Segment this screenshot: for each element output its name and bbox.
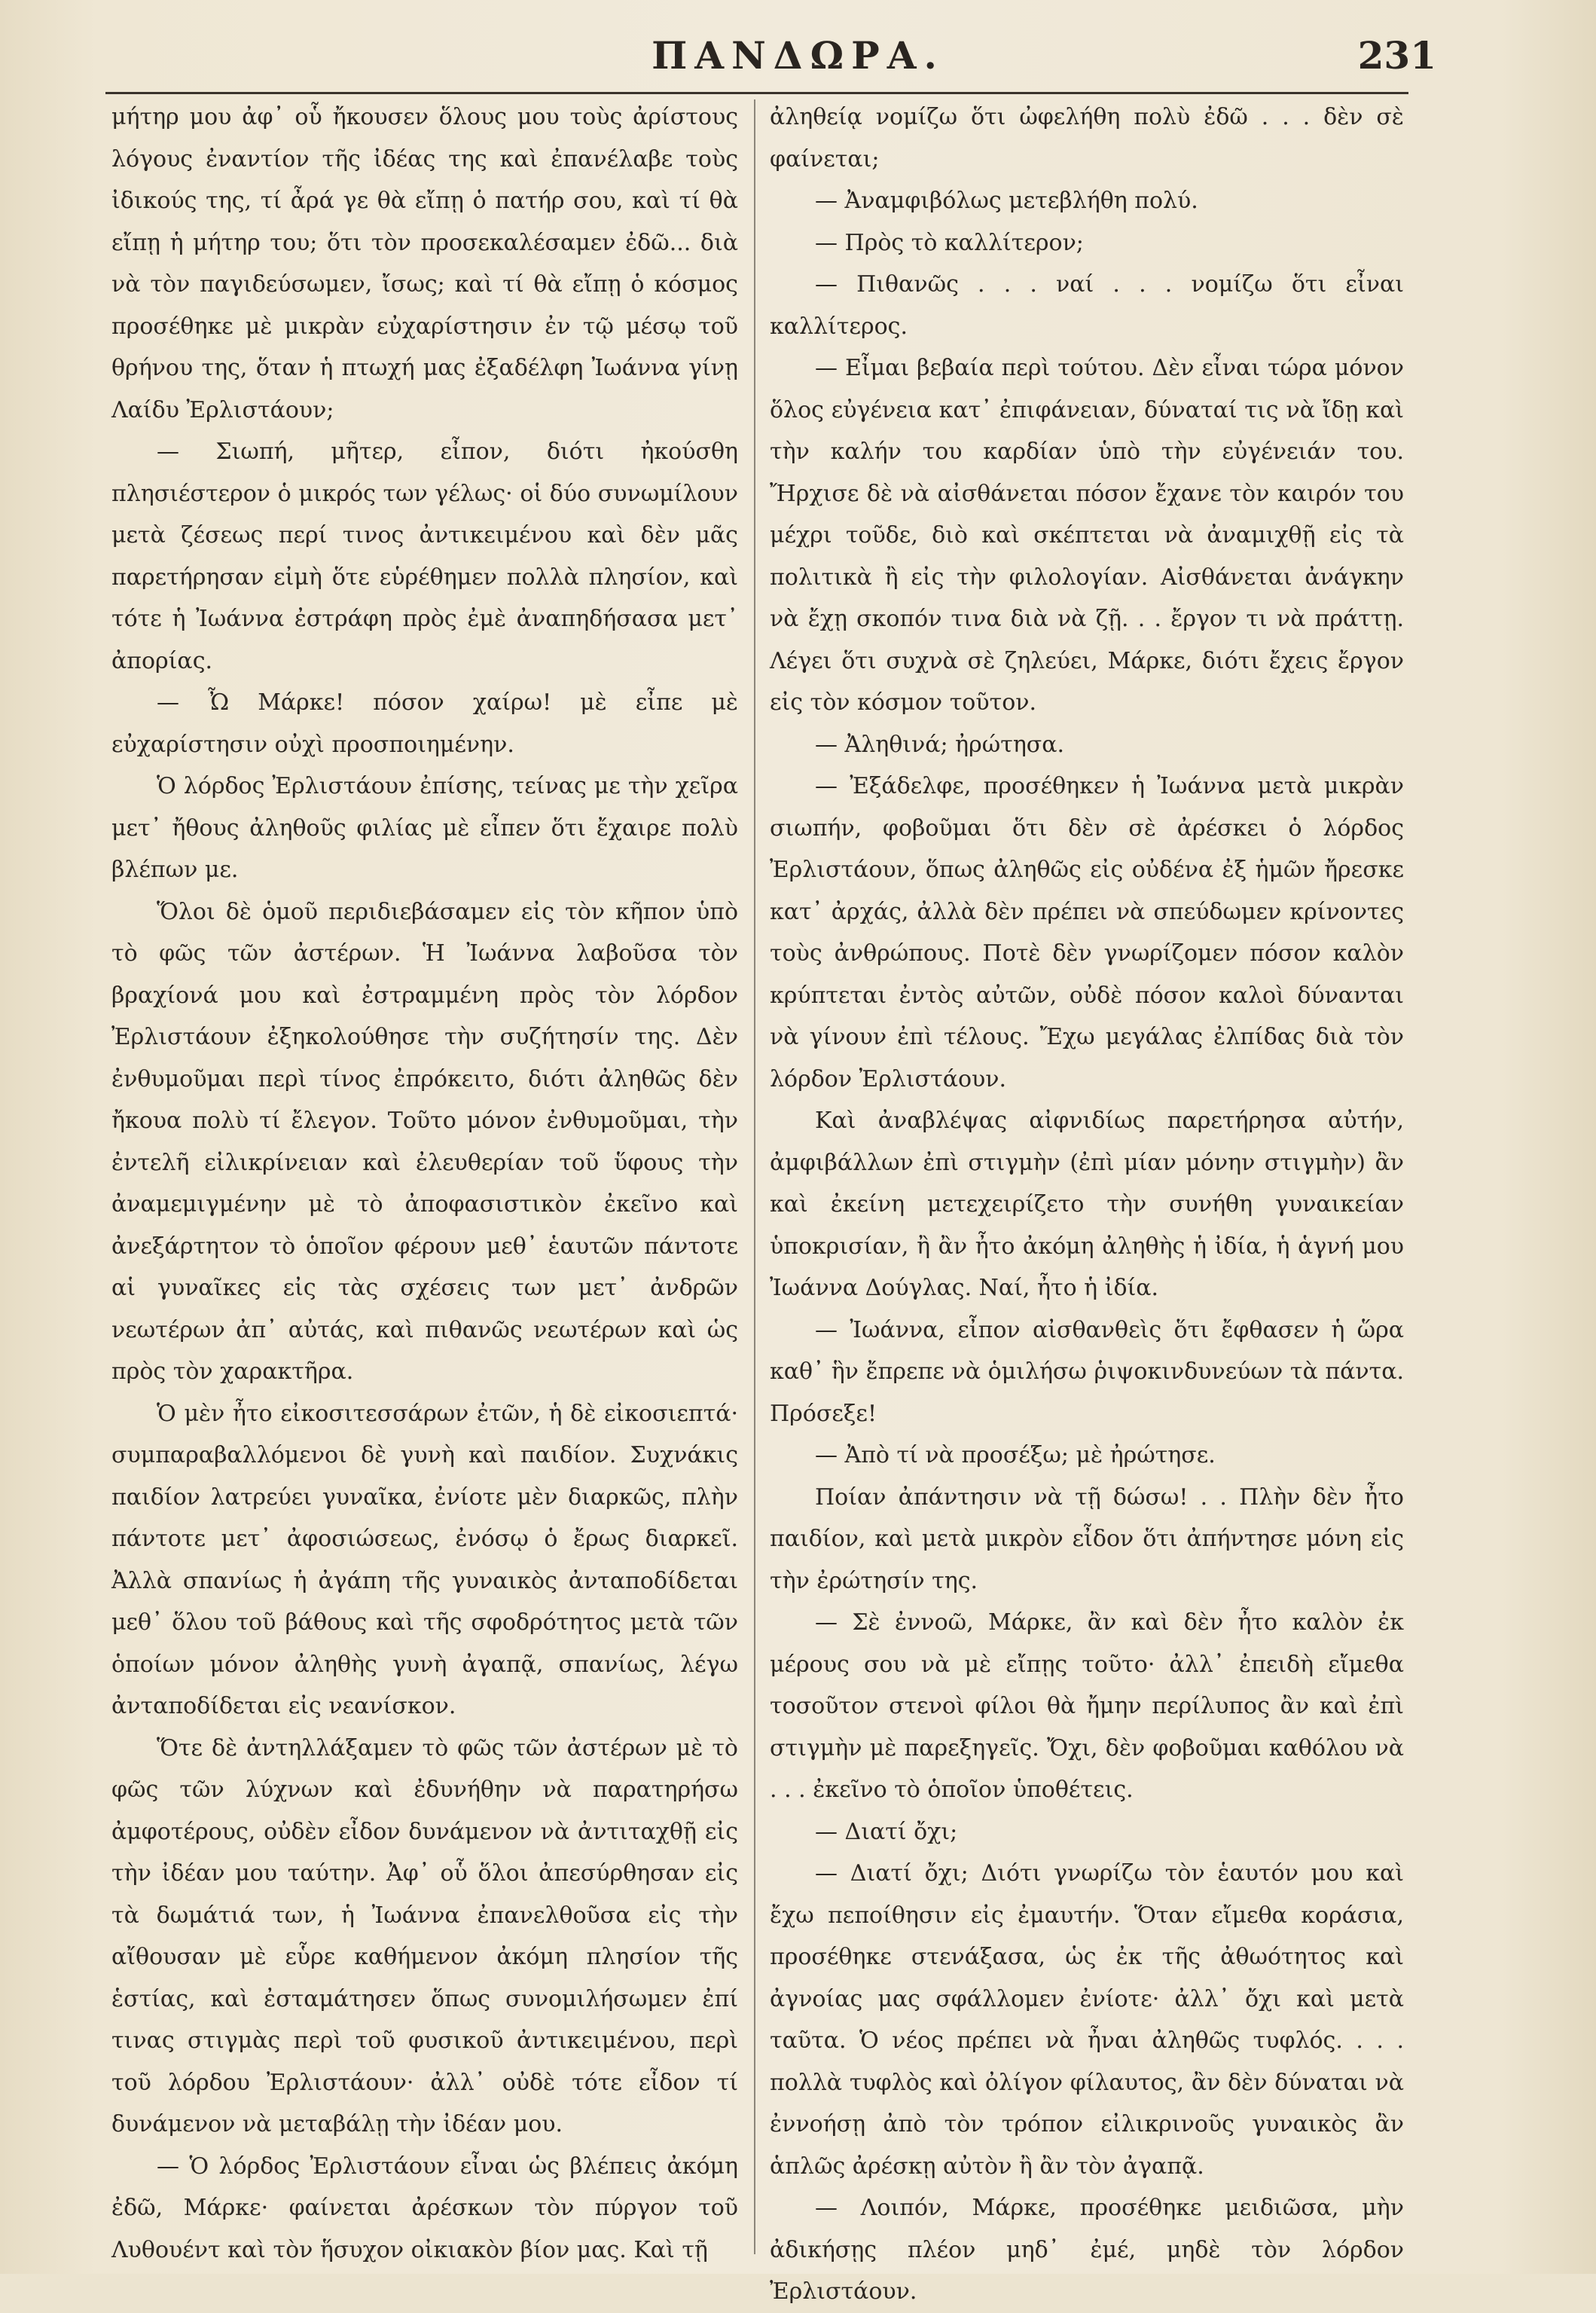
paragraph: Ὁ μὲν ἦτο εἰκοσιτεσσάρων ἐτῶν, ἡ δὲ εἰκοσιεπτά· συμπαραβαλλόμενοι δὲ γυνὴ καὶ παιδίον. Συχνάκις παιδίον λατρεύει γυναῖκα, ἐνίοτε μὲν διαρκῶς, πλὴν πάντοτε μετ᾽ ἀφοσιώσεως, ἐνόσῳ ὁ ἔρως διαρκεῖ. Ἀλλὰ σπανίως ἡ ἀγάπη τῆς γυναικὸς ἀνταποδίδεται μεθ᾽ ὅλου τοῦ βάθους καὶ τῆς σφοδρότητος μετὰ τῶν ὁποίων μόνον ἀληθὴς γυνὴ ἀγαπᾷ, σπανίως, λέγω ἀνταποδίδεται εἰς νεανίσκον. [111, 1400, 738, 1719]
paragraph: — Σὲ ἐννοῶ, Μάρκε, ἂν καὶ δὲν ἦτο καλὸν ἐκ μέρους σου νὰ μὲ εἴπῃς τοῦτο· ἀλλ᾽ ἐπειδὴ εἴμεθα τοσοῦτον στενοὶ φίλοι θὰ ἤμην περίλυπος ἂν καὶ ἐπὶ στιγμὴν μὲ παρεξηγεῖς. Ὄχι, δὲν φοβοῦμαι καθόλου νὰ . . . ἐκεῖνο τὸ ὁποῖον ὑποθέτεις. [770, 1609, 1404, 1803]
column-divider [754, 99, 755, 2254]
paragraph: — Ἀπὸ τί νὰ προσέξω; μὲ ἠρώτησε. [815, 1442, 1216, 1468]
paragraph: — Ἀληθινά; ἠρώτησα. [815, 731, 1065, 758]
paragraph: Ὅλοι δὲ ὁμοῦ περιδιεβάσαμεν εἰς τὸν κῆπον ὑπὸ τὸ φῶς τῶν ἀστέρων. Ἡ Ἰωάννα λαβοῦσα τὸν βραχίονά μου καὶ ἐστραμμένη πρὸς τὸν λόρδον Ἐρλιστάουν ἐξηκολούθησε τὴν συζήτησίν της. Δὲν ἐνθυμοῦμαι περὶ τίνος ἐπρόκειτο, διότι ἀληθῶς δὲν ἤκουα πολὺ τί ἔλεγον. Τοῦτο μόνον ἐνθυμοῦμαι, τὴν ἐντελῆ εἰλικρίνειαν καὶ ἐλευθερίαν τοῦ ὕφους τὴν ἀναμεμιγμένην μὲ τὸ ἀποφασιστικὸν ἐκεῖνο καὶ ἀνεξάρτητον τὸ ὁποῖον φέρουν μεθ᾽ ἑαυτῶν πάντοτε αἱ γυναῖκες εἰς τὰς σχέσεις των μετ᾽ ἀνδρῶν νεωτέρων ἀπ᾽ αὐτάς, καὶ πιθανῶς νεωτέρων καὶ ὡς πρὸς τὸν χαρακτῆρα. [111, 898, 738, 1385]
paragraph: — Πρὸς τὸ καλλίτερον; [815, 229, 1084, 256]
paragraph: — Λοιπόν, Μάρκε, προσέθηκε μειδιῶσα, μὴν ἀδικήσῃς πλέον μηδ᾽ ἐμέ, μηδὲ τὸν λόρδον Ἐρλιστάουν. [770, 2195, 1404, 2305]
paragraph: — Ἀναμφιβόλως μετεβλήθη πολύ. [815, 188, 1198, 214]
paragraph: — Ἐξάδελφε, προσέθηκεν ἡ Ἰωάννα μετὰ μικρὰν σιωπήν, φοβοῦμαι ὅτι δὲν σὲ ἀρέσκει ὁ λόρδος Ἐρλιστάουν, ὅπως ἀληθῶς εἰς οὐδένα ἐξ ἡμῶν ἤρεσκε κατ᾽ ἀρχάς, ἀλλὰ δὲν πρέπει νὰ σπεύδωμεν κρίνοντες τοὺς ἀνθρώπους. Ποτὲ δὲν γνωρίζομεν πόσον καλὸν κρύπτεται ἐντὸς αὐτῶν, οὐδὲ πόσον καλοὶ δύνανται νὰ γίνουν ἐπὶ τέλους. Ἔχω μεγάλας ἐλπίδας διὰ τὸν λόρδον Ἐρλιστάουν. [770, 773, 1404, 1092]
paragraph: — Ὁ λόρδος Ἐρλιστάουν εἶναι ὡς βλέπεις ἀκόμη ἐδῶ, Μάρκε· φαίνεται ἀρέσκων τὸν πύργον τοῦ Λυθουέντ καὶ τὸν ἥσυχον οἰκιακὸν βίον μας. Καὶ τῇ [111, 2153, 738, 2263]
paragraph: — Διατί ὄχι; [815, 1818, 958, 1845]
paragraph: — Εἶμαι βεβαία περὶ τούτου. Δὲν εἶναι τώρα μόνον ὅλος εὐγένεια κατ᾽ ἐπιφάνειαν, δύναταί τις νὰ ἴδῃ καὶ τὴν καλήν του καρδίαν ὑπὸ τὴν εὐγένειάν του. Ἤρχισε δὲ νὰ αἰσθάνεται πόσον ἔχανε τὸν καιρόν του μέχρι τοῦδε, διὸ καὶ σκέπτεται νὰ ἀναμιχθῇ εἰς τὰ πολιτικὰ ἢ εἰς τὴν φιλολογίαν. Αἰσθάνεται ἀνάγκην νὰ ἔχῃ σκοπόν τινα διὰ νὰ ζῇ. . . ἔργον τι νὰ πράττῃ. Λέγει ὅτι συχνὰ σὲ ζηλεύει, Μάρκε, διότι ἔχεις ἔργον εἰς τὸν κόσμον τοῦτον. [770, 355, 1404, 716]
left-column [111, 96, 738, 2266]
paragraph: — Ὦ Μάρκε! πόσον χαίρω! μὲ εἶπε μὲ εὐχαρίστησιν οὐχὶ προσποιημένην. [111, 689, 738, 758]
paragraph: — Ἰωάννα, εἶπον αἰσθανθεὶς ὅτι ἔφθασεν ἡ ὥρα καθ᾽ ἣν ἔπρεπε νὰ ὁμιλήσω ῥιψοκινδυνεύων τὰ πάντα. Πρόσεξε! [770, 1316, 1404, 1427]
header-rule [105, 92, 1408, 94]
paragraph: Καὶ ἀναβλέψας αἰφνιδίως παρετήρησα αὐτήν, ἀμφιβάλλων ἐπὶ στιγμὴν (ἐπὶ μίαν μόνην στιγμὴν) ἂν καὶ ἐκείνη μετεχειρίζετο τὴν συνήθη γυναικείαν ὑποκρισίαν, ἢ ἂν ἦτο ἀκόμη ἀληθὴς ἡ ἰδία, ἡ ἁγνή μου Ἰωάννα Δούγλας. Ναί, ἦτο ἡ ἰδία. [770, 1108, 1404, 1301]
paragraph: Ὁ λόρδος Ἐρλιστάουν ἐπίσης, τείνας με τὴν χεῖρα μετ᾽ ἤθους ἀληθοῦς φιλίας μὲ εἶπεν ὅτι ἔχαιρε πολὺ βλέπων με. [111, 773, 738, 883]
paragraph: ἀληθείᾳ νομίζω ὅτι ὠφελήθη πολὺ ἐδῶ . . . δὲν σὲ φαίνεται; [770, 104, 1404, 173]
right-column [770, 96, 1404, 2305]
page-number: 231 [1357, 33, 1436, 78]
paragraph: μήτηρ μου ἀφ᾽ οὗ ἤκουσεν ὅλους μου τοὺς ἀρίστους λόγους ἐναντίον τῆς ἰδέας της καὶ ἐπανέλαβε τοὺς ἰδικούς της, τί ἆρά γε θὰ εἴπῃ ὁ πατήρ σου, καὶ τί θὰ εἴπῃ ἡ μήτηρ του; ὅτι τὸν προσεκαλέσαμεν ἐδῶ... διὰ νὰ τὸν παγιδεύσωμεν, ἴσως; καὶ τί θὰ εἴπῃ ὁ κόσμος προσέθηκε μὲ μικρὰν εὐχαρίστησιν ἐν τῷ μέσῳ τοῦ θρήνου της, ὅταν ἡ πτωχή μας ἐξαδέλφη Ἰωάννα γίνῃ Λαίδυ Ἐρλιστάουν; [111, 104, 738, 423]
paragraph: — Σιωπή, μῆτερ, εἶπον, διότι ἠκούσθη πλησιέστερον ὁ μικρός των γέλως· οἱ δύο συνωμίλουν μετὰ ζέσεως περί τινος ἀντικειμένου καὶ δὲν μᾶς παρετήρησαν εἰμὴ ὅτε εὑρέθημεν πολλὰ πλησίον, καὶ τότε ἡ Ἰωάννα ἐστράφη πρὸς ἐμὲ ἀναπηδήσασα μετ᾽ ἀπορίας. [111, 438, 738, 674]
page-header [0, 33, 1596, 86]
paragraph: Ποίαν ἀπάντησιν νὰ τῇ δώσω! . . Πλὴν δὲν ἦτο παιδίον, καὶ μετὰ μικρὸν εἶδον ὅτι ἀπήντησε μόνη εἰς τὴν ἐρώτησίν της. [770, 1483, 1404, 1594]
paragraph: Ὅτε δὲ ἀντηλλάξαμεν τὸ φῶς τῶν ἀστέρων μὲ τὸ φῶς τῶν λύχνων καὶ ἐδυνήθην νὰ παρατηρήσω ἀμφοτέρους, οὐδὲν εἶδον δυνάμενον νὰ ἀντιταχθῇ εἰς τὴν ἰδέαν μου ταύτην. Ἀφ᾽ οὗ ὅλοι ἀπεσύρθησαν εἰς τὰ δωμάτιά των, ἡ Ἰωάννα ἐπανελθοῦσα εἰς τὴν αἴθουσαν μὲ εὗρε καθήμενον ἀκόμη πλησίον τῆς ἑστίας, καὶ ἐσταμάτησεν ὅπως συνομιλήσωμεν ἐπί τινας στιγμὰς περὶ τοῦ φυσικοῦ ἀντικειμένου, περὶ τοῦ λόρδου Ἐρλιστάουν· ἀλλ᾽ οὐδὲ τότε εἶδον τί δυνάμενον νὰ μεταβάλῃ τὴν ἰδέαν μου. [111, 1734, 738, 2137]
running-title: ΠΑΝΔΩΡΑ. [652, 33, 944, 78]
paragraph: — Διατί ὄχι; Διότι γνωρίζω τὸν ἑαυτόν μου καὶ ἔχω πεποίθησιν εἰς ἐμαυτήν. Ὅταν εἴμεθα κοράσια, προσέθηκε στενάξασα, ὡς ἐκ τῆς ἀθωότητος καὶ ἀγνοίας μας σφάλλομεν ἐνίοτε· ἀλλ᾽ ὄχι καὶ μετὰ ταῦτα. Ὁ νέος πρέπει νὰ ἦναι ἀληθῶς τυφλός. . . . πολλὰ τυφλὸς καὶ ὀλίγον φίλαυτος, ἂν δὲν δύναται νὰ ἐννοήσῃ ἀπὸ τὸν τρόπον εἰλικρινοῦς γυναικὸς ἂν ἁπλῶς ἀρέσκῃ αὐτὸν ἢ ἂν τὸν ἀγαπᾷ. [770, 1860, 1404, 2180]
paragraph: — Πιθανῶς . . . ναί . . . νομίζω ὅτι εἶναι καλλίτερος. [770, 271, 1404, 340]
